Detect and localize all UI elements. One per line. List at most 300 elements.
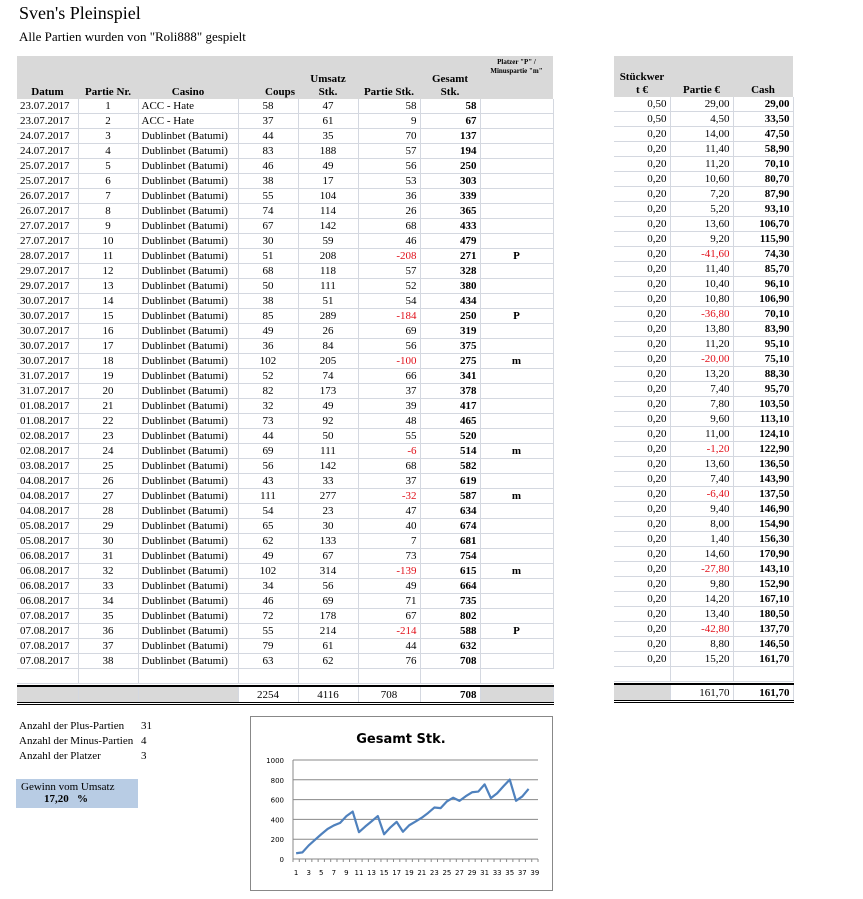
coups-cell: 49 xyxy=(238,324,298,339)
datum-cell: 25.07.2017 xyxy=(17,159,78,174)
partie-nr-cell: 11 xyxy=(78,249,138,264)
datum-cell: 24.07.2017 xyxy=(17,144,78,159)
casino-cell: Dublinbet (Batumi) xyxy=(138,564,238,579)
platzer-cell xyxy=(480,324,553,339)
umsatz-cell: 51 xyxy=(298,294,358,309)
stueckwert-cell: 0,20 xyxy=(614,607,670,622)
gesamt-cell: 328 xyxy=(420,264,480,279)
platzer-cell xyxy=(480,399,553,414)
umsatz-cell: 142 xyxy=(298,219,358,234)
gesamt-cell: 582 xyxy=(420,459,480,474)
x-tick-label: 17 xyxy=(392,869,402,877)
partie-eur-cell: 9,80 xyxy=(670,577,733,592)
stueckwert-cell: 0,20 xyxy=(614,622,670,637)
casino-cell: Dublinbet (Batumi) xyxy=(138,249,238,264)
partie-eur-cell: 11,20 xyxy=(670,337,733,352)
umsatz-cell: 61 xyxy=(298,639,358,654)
partie-eur-cell: 10,80 xyxy=(670,292,733,307)
partie-eur-cell: 14,20 xyxy=(670,592,733,607)
partie-stk-cell: 56 xyxy=(358,159,420,174)
casino-cell: Dublinbet (Batumi) xyxy=(138,534,238,549)
cash-row xyxy=(614,397,793,412)
empty-cell xyxy=(138,669,238,684)
cash-row xyxy=(614,142,793,157)
gesamt-cell: 479 xyxy=(420,234,480,249)
gesamt-cell: 271 xyxy=(420,249,480,264)
umsatz-cell: 173 xyxy=(298,384,358,399)
table-row xyxy=(17,654,553,669)
gesamt-cell: 735 xyxy=(420,594,480,609)
cash-row xyxy=(614,577,793,592)
casino-cell: Dublinbet (Batumi) xyxy=(138,144,238,159)
platzer-cell: m xyxy=(480,489,553,504)
partie-nr-cell: 18 xyxy=(78,354,138,369)
partie-eur-cell: 13,60 xyxy=(670,457,733,472)
casino-cell: Dublinbet (Batumi) xyxy=(138,294,238,309)
table-row xyxy=(17,294,553,309)
casino-cell: Dublinbet (Batumi) xyxy=(138,609,238,624)
gain-value: 17,20 xyxy=(44,793,69,805)
casino-cell: Dublinbet (Batumi) xyxy=(138,624,238,639)
umsatz-cell: 67 xyxy=(298,549,358,564)
datum-cell: 02.08.2017 xyxy=(17,429,78,444)
partie-nr-cell: 5 xyxy=(78,159,138,174)
stueckwert-cell: 0,20 xyxy=(614,217,670,232)
partie-stk-cell: 39 xyxy=(358,399,420,414)
partie-nr-cell: 38 xyxy=(78,654,138,669)
table-row xyxy=(17,474,553,489)
platzer-cell xyxy=(480,174,553,189)
partie-stk-cell: -32 xyxy=(358,489,420,504)
cash-cell: 143,90 xyxy=(733,472,793,487)
cash-cell: 85,70 xyxy=(733,262,793,277)
total-coups: 2254 xyxy=(238,686,298,704)
table-row xyxy=(17,249,553,264)
gesamt-cell: 378 xyxy=(420,384,480,399)
gain-label: Gewinn vom Umsatz xyxy=(21,781,115,793)
partie-nr-cell: 34 xyxy=(78,594,138,609)
partie-stk-cell: 37 xyxy=(358,384,420,399)
coups-cell: 68 xyxy=(238,264,298,279)
gesamt-cell: 137 xyxy=(420,129,480,144)
datum-cell: 02.08.2017 xyxy=(17,444,78,459)
gesamt-cell: 664 xyxy=(420,579,480,594)
casino-cell: Dublinbet (Batumi) xyxy=(138,639,238,654)
stueckwert-cell: 0,20 xyxy=(614,367,670,382)
platzer-cell: m xyxy=(480,444,553,459)
gesamt-cell: 708 xyxy=(420,654,480,669)
x-tick-label: 15 xyxy=(379,869,389,877)
total-partie-stk: 708 xyxy=(358,686,420,704)
partie-eur-cell: 11,00 xyxy=(670,427,733,442)
platzer-cell: m xyxy=(480,564,553,579)
partie-nr-cell: 29 xyxy=(78,519,138,534)
platzer-cell xyxy=(480,519,553,534)
umsatz-cell: 17 xyxy=(298,174,358,189)
table-row xyxy=(17,414,553,429)
table-row xyxy=(17,234,553,249)
umsatz-cell: 142 xyxy=(298,459,358,474)
cash-cell: 47,50 xyxy=(733,127,793,142)
cash-cell: 137,50 xyxy=(733,487,793,502)
partie-stk-cell: 76 xyxy=(358,654,420,669)
table-row xyxy=(17,324,553,339)
coups-cell: 69 xyxy=(238,444,298,459)
partie-eur-cell: 8,00 xyxy=(670,517,733,532)
platzer-cell xyxy=(480,369,553,384)
gesamt-cell: 588 xyxy=(420,624,480,639)
casino-cell: Dublinbet (Batumi) xyxy=(138,339,238,354)
coups-cell: 79 xyxy=(238,639,298,654)
cash-row xyxy=(614,157,793,172)
table-row xyxy=(17,204,553,219)
cash-cell: 33,50 xyxy=(733,112,793,127)
partie-stk-cell: 48 xyxy=(358,414,420,429)
header-partie-stk: Partie Stk. xyxy=(358,56,420,99)
total-blank xyxy=(78,686,138,704)
platzer-label: Anzahl der Platzer xyxy=(19,750,101,762)
coups-cell: 65 xyxy=(238,519,298,534)
datum-cell: 05.08.2017 xyxy=(17,534,78,549)
umsatz-cell: 289 xyxy=(298,309,358,324)
partie-nr-cell: 32 xyxy=(78,564,138,579)
table-row xyxy=(17,309,553,324)
partie-stk-cell: -208 xyxy=(358,249,420,264)
cash-cell: 124,10 xyxy=(733,427,793,442)
total-partie-eur: 161,70 xyxy=(670,684,733,702)
total-blank xyxy=(614,684,670,702)
stueckwert-cell: 0,20 xyxy=(614,637,670,652)
cash-row xyxy=(614,472,793,487)
platzer-cell xyxy=(480,384,553,399)
datum-cell: 01.08.2017 xyxy=(17,414,78,429)
gesamt-cell: 250 xyxy=(420,159,480,174)
stueckwert-cell: 0,20 xyxy=(614,652,670,667)
platzer-cell: m xyxy=(480,354,553,369)
empty-cell xyxy=(298,669,358,684)
stueckwert-cell: 0,20 xyxy=(614,502,670,517)
cash-row xyxy=(614,277,793,292)
cash-row xyxy=(614,322,793,337)
partie-eur-cell: 4,50 xyxy=(670,112,733,127)
cash-row xyxy=(614,652,793,667)
cash-cell: 95,10 xyxy=(733,337,793,352)
platzer-cell xyxy=(480,114,553,129)
datum-cell: 27.07.2017 xyxy=(17,234,78,249)
gesamt-cell: 615 xyxy=(420,564,480,579)
gesamt-cell: 674 xyxy=(420,519,480,534)
gesamt-cell: 465 xyxy=(420,414,480,429)
gesamt-cell: 632 xyxy=(420,639,480,654)
cash-row xyxy=(614,352,793,367)
partie-eur-cell: 7,80 xyxy=(670,397,733,412)
minus-label: Anzahl der Minus-Partien xyxy=(19,735,134,747)
partie-stk-cell: 52 xyxy=(358,279,420,294)
x-tick-label: 9 xyxy=(344,869,349,877)
table-row xyxy=(17,114,553,129)
stueckwert-cell: 0,20 xyxy=(614,547,670,562)
umsatz-cell: 104 xyxy=(298,189,358,204)
partie-nr-cell: 22 xyxy=(78,414,138,429)
partie-nr-cell: 3 xyxy=(78,129,138,144)
coups-cell: 54 xyxy=(238,504,298,519)
cash-row xyxy=(614,262,793,277)
umsatz-cell: 33 xyxy=(298,474,358,489)
umsatz-cell: 50 xyxy=(298,429,358,444)
datum-cell: 25.07.2017 xyxy=(17,174,78,189)
partie-nr-cell: 19 xyxy=(78,369,138,384)
gesamt-cell: 380 xyxy=(420,279,480,294)
platzer-cell xyxy=(480,429,553,444)
casino-cell: Dublinbet (Batumi) xyxy=(138,594,238,609)
partie-stk-cell: 53 xyxy=(358,174,420,189)
x-tick-label: 19 xyxy=(404,869,414,877)
cash-cell: 29,00 xyxy=(733,97,793,112)
partie-eur-cell: 14,60 xyxy=(670,547,733,562)
table-row xyxy=(17,99,553,114)
platzer-cell xyxy=(480,534,553,549)
datum-cell: 30.07.2017 xyxy=(17,294,78,309)
stueckwert-cell: 0,20 xyxy=(614,307,670,322)
datum-cell: 04.08.2017 xyxy=(17,504,78,519)
partie-stk-cell: 66 xyxy=(358,369,420,384)
total-cash: 161,70 xyxy=(733,684,793,702)
platzer-cell xyxy=(480,129,553,144)
partie-eur-cell: 10,60 xyxy=(670,172,733,187)
cash-cell: 156,30 xyxy=(733,532,793,547)
table-row xyxy=(17,279,553,294)
header-coups: Coups xyxy=(238,56,298,99)
platzer-value: 3 xyxy=(141,750,147,762)
partie-nr-cell: 24 xyxy=(78,444,138,459)
cash-row xyxy=(614,622,793,637)
casino-cell: Dublinbet (Batumi) xyxy=(138,174,238,189)
partie-stk-cell: -214 xyxy=(358,624,420,639)
stueckwert-cell: 0,20 xyxy=(614,187,670,202)
datum-cell: 27.07.2017 xyxy=(17,219,78,234)
partie-eur-cell: 10,40 xyxy=(670,277,733,292)
cash-row xyxy=(614,307,793,322)
platzer-cell xyxy=(480,99,553,114)
header-partie-eur: Partie € xyxy=(670,56,733,97)
table-row xyxy=(17,219,553,234)
cash-row xyxy=(614,562,793,577)
gesamt-cell: 681 xyxy=(420,534,480,549)
x-tick-label: 31 xyxy=(480,869,490,877)
table-row xyxy=(17,444,553,459)
datum-cell: 30.07.2017 xyxy=(17,339,78,354)
gesamt-cell: 58 xyxy=(420,99,480,114)
gesamt-cell: 341 xyxy=(420,369,480,384)
table-row xyxy=(17,174,553,189)
partie-nr-cell: 15 xyxy=(78,309,138,324)
datum-cell: 24.07.2017 xyxy=(17,129,78,144)
partie-stk-cell: 57 xyxy=(358,264,420,279)
partie-eur-cell: 13,20 xyxy=(670,367,733,382)
cash-cell: 167,10 xyxy=(733,592,793,607)
stueckwert-cell: 0,20 xyxy=(614,442,670,457)
gesamt-cell: 365 xyxy=(420,204,480,219)
cash-row xyxy=(614,187,793,202)
partie-stk-cell: 67 xyxy=(358,609,420,624)
cash-row xyxy=(614,412,793,427)
stueckwert-cell: 0,20 xyxy=(614,382,670,397)
casino-cell: Dublinbet (Batumi) xyxy=(138,309,238,324)
stueckwert-cell: 0,20 xyxy=(614,322,670,337)
coups-cell: 55 xyxy=(238,189,298,204)
y-tick-label: 400 xyxy=(270,816,284,825)
umsatz-cell: 56 xyxy=(298,579,358,594)
coups-cell: 74 xyxy=(238,204,298,219)
empty-cell xyxy=(670,667,733,682)
platzer-cell: P xyxy=(480,309,553,324)
partie-stk-cell: 26 xyxy=(358,204,420,219)
casino-cell: Dublinbet (Batumi) xyxy=(138,204,238,219)
plus-label: Anzahl der Plus-Partien xyxy=(19,720,125,732)
partie-nr-cell: 36 xyxy=(78,624,138,639)
stueckwert-cell: 0,20 xyxy=(614,247,670,262)
stueckwert-cell: 0,20 xyxy=(614,157,670,172)
casino-cell: Dublinbet (Batumi) xyxy=(138,324,238,339)
partie-nr-cell: 37 xyxy=(78,639,138,654)
partie-eur-cell: -42,80 xyxy=(670,622,733,637)
casino-cell: Dublinbet (Batumi) xyxy=(138,459,238,474)
cash-row xyxy=(614,217,793,232)
coups-cell: 102 xyxy=(238,354,298,369)
cash-cell: 146,50 xyxy=(733,637,793,652)
umsatz-cell: 133 xyxy=(298,534,358,549)
x-tick-label: 35 xyxy=(505,869,515,877)
x-tick-label: 33 xyxy=(492,869,502,877)
datum-cell: 06.08.2017 xyxy=(17,594,78,609)
coups-cell: 55 xyxy=(238,624,298,639)
platzer-cell xyxy=(480,549,553,564)
stueckwert-cell: 0,20 xyxy=(614,262,670,277)
platzer-cell xyxy=(480,654,553,669)
table-row xyxy=(17,594,553,609)
casino-cell: Dublinbet (Batumi) xyxy=(138,399,238,414)
header-partie-nr: Partie Nr. xyxy=(78,56,138,99)
partie-nr-cell: 6 xyxy=(78,174,138,189)
partie-stk-cell: 58 xyxy=(358,99,420,114)
casino-cell: Dublinbet (Batumi) xyxy=(138,474,238,489)
partie-stk-cell: 37 xyxy=(358,474,420,489)
cash-row xyxy=(614,487,793,502)
table-row xyxy=(17,564,553,579)
platzer-cell xyxy=(480,579,553,594)
gesamt-cell: 303 xyxy=(420,174,480,189)
umsatz-cell: 111 xyxy=(298,279,358,294)
coups-cell: 63 xyxy=(238,654,298,669)
partie-stk-cell: 49 xyxy=(358,579,420,594)
partie-stk-cell: 55 xyxy=(358,429,420,444)
chart-title: Gesamt Stk. xyxy=(356,732,446,747)
header-platzer: Platzer "P" / Minuspartie "m" xyxy=(480,56,553,99)
plus-value: 31 xyxy=(141,720,152,732)
gesamt-cell: 514 xyxy=(420,444,480,459)
datum-cell: 04.08.2017 xyxy=(17,489,78,504)
cash-row xyxy=(614,502,793,517)
cash-row xyxy=(614,292,793,307)
platzer-cell xyxy=(480,234,553,249)
casino-cell: Dublinbet (Batumi) xyxy=(138,159,238,174)
umsatz-cell: 178 xyxy=(298,609,358,624)
partie-nr-cell: 13 xyxy=(78,279,138,294)
coups-cell: 32 xyxy=(238,399,298,414)
stueckwert-cell: 0,50 xyxy=(614,97,670,112)
table-row xyxy=(17,339,553,354)
empty-row xyxy=(614,667,793,682)
y-tick-label: 0 xyxy=(279,856,284,864)
partie-nr-cell: 2 xyxy=(78,114,138,129)
gesamt-cell: 319 xyxy=(420,324,480,339)
datum-cell: 28.07.2017 xyxy=(17,249,78,264)
platzer-cell xyxy=(480,609,553,624)
casino-cell: Dublinbet (Batumi) xyxy=(138,414,238,429)
datum-cell: 26.07.2017 xyxy=(17,204,78,219)
partie-eur-cell: -27,80 xyxy=(670,562,733,577)
datum-cell: 04.08.2017 xyxy=(17,474,78,489)
datum-cell: 29.07.2017 xyxy=(17,264,78,279)
header-umsatz: Umsatz Stk. xyxy=(298,56,358,99)
gesamt-cell: 434 xyxy=(420,294,480,309)
partie-nr-cell: 25 xyxy=(78,459,138,474)
y-tick-label: 1000 xyxy=(266,757,284,765)
cash-row xyxy=(614,112,793,127)
cash-row xyxy=(614,97,793,112)
sheet-subtitle: Alle Partien wurden von "Roli888" gespielt xyxy=(19,29,246,44)
line-chart xyxy=(250,716,553,891)
partie-nr-cell: 35 xyxy=(78,609,138,624)
empty-cell xyxy=(17,669,78,684)
cash-row xyxy=(614,382,793,397)
x-tick-label: 27 xyxy=(455,869,464,877)
gesamt-cell: 433 xyxy=(420,219,480,234)
gesamt-cell: 194 xyxy=(420,144,480,159)
casino-cell: Dublinbet (Batumi) xyxy=(138,219,238,234)
partie-eur-cell: 9,40 xyxy=(670,502,733,517)
gesamt-cell: 67 xyxy=(420,114,480,129)
partie-nr-cell: 20 xyxy=(78,384,138,399)
partie-nr-cell: 28 xyxy=(78,504,138,519)
umsatz-cell: 118 xyxy=(298,264,358,279)
coups-cell: 85 xyxy=(238,309,298,324)
coups-cell: 37 xyxy=(238,114,298,129)
table-row xyxy=(17,399,553,414)
cash-cell: 161,70 xyxy=(733,652,793,667)
partie-eur-cell: 13,60 xyxy=(670,217,733,232)
partie-nr-cell: 9 xyxy=(78,219,138,234)
casino-cell: Dublinbet (Batumi) xyxy=(138,384,238,399)
gesamt-cell: 375 xyxy=(420,339,480,354)
platzer-cell: P xyxy=(480,624,553,639)
datum-cell: 30.07.2017 xyxy=(17,309,78,324)
datum-cell: 07.08.2017 xyxy=(17,639,78,654)
partie-stk-cell: 68 xyxy=(358,219,420,234)
datum-cell: 23.07.2017 xyxy=(17,114,78,129)
stueckwert-cell: 0,20 xyxy=(614,202,670,217)
coups-cell: 30 xyxy=(238,234,298,249)
umsatz-cell: 314 xyxy=(298,564,358,579)
table-row xyxy=(17,609,553,624)
partie-eur-cell: -20,00 xyxy=(670,352,733,367)
coups-cell: 38 xyxy=(238,294,298,309)
gain-box xyxy=(16,779,138,808)
stueckwert-cell: 0,20 xyxy=(614,142,670,157)
partie-stk-cell: -184 xyxy=(358,309,420,324)
x-tick-label: 7 xyxy=(331,869,337,877)
stueckwert-cell: 0,20 xyxy=(614,412,670,427)
